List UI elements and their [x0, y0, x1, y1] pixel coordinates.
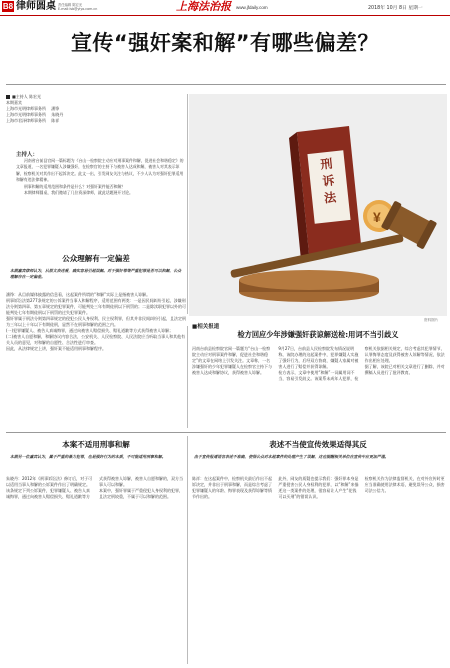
body-paragraph: 陈祥：在这起案件中，检察机关最后作出不起诉决定，并非出于刑事和解，而是综合考虑了犯罪嫌疑人的年龄、悔罪表现及获得谅解等情节作出的。	[192, 476, 272, 499]
related-report-body	[192, 346, 446, 430]
guest-row	[6, 118, 186, 124]
related-report-title: 检方回应少年涉嫌强奸获谅解送检:用词不当引歧义	[237, 330, 399, 339]
column-divider	[187, 436, 188, 664]
section-name: 律师圆桌	[16, 1, 56, 12]
body-paragraph: 检方表示，文章中使用“和解”一词属用词不当，容易引发歧义。该案系未成年人犯罪，检察机关依据相关规定，综合考虑其犯罪情节、认罪悔罪态度及获得被害人谅解等情况，依法作出相应处理。	[278, 346, 445, 381]
host-paragraph: 刑事和解的适用范围和条件是什么？对强奸案件能否和解？	[24, 183, 126, 189]
section-intro: 本期另一位嘉宾认为，属于严重的暴力犯罪，也是强奸行为的本质，不可能适用刑事和解。	[10, 454, 166, 459]
paper-logo: 上海法治报	[176, 0, 231, 13]
host-paragraph: 本期律师圆桌，我们邀请了几位资深律师，就此话题展开讨论。	[24, 190, 133, 196]
guest-org: 上海市光明律师事务所	[6, 106, 46, 111]
gavel-base-icon	[239, 270, 379, 302]
body-paragraph: 刑事诉讼法第277条规定的公诉案件当事人和解程序，适用范围有两类：一是因民间纠纷引起，涉嫌刑法分则第四章、第五章规定的犯罪案件，可能判处三年有期徒刑以下刑罚的；二是除渎职犯罪以外的可能判处七年有期徒刑以下刑罚的过失犯罪案件。	[6, 298, 186, 315]
guest-name: 潘铮	[51, 106, 60, 111]
headline: 宣传“强奸案和解”有哪些偏差？	[70, 31, 380, 55]
section-intro: 由于宣传报道语言表述不准确，使得公众对本起案件的处理产生了误解，这也提醒相关单位在宣传中应更加严谨。	[194, 454, 389, 459]
editor-line: E-mail:lsb@yiyo.com.cn	[58, 7, 98, 12]
body-paragraph: 强奸罪属于刑法分则第四章规定的侵犯公民人身权利、民主权利罪，但其并非民间纠纷引起，且法定刑为三年以上十年以下有期徒刑，显然不在刑事和解的范围之内。	[6, 316, 186, 327]
body-paragraph: 该条规定下列公诉案件，犯罪嫌疑人、被告人真诚悔罪，通过向被害人赔偿损失、赔礼道歉等方式获得被害人谅解，被害人自愿和解的，双方当事人可以和解。	[6, 476, 183, 499]
body-paragraph: 此外，网友的质疑也提示我们：强奸罪本身是严重侵害公民人身权利的犯罪，以“和解”来描述这一类案件的处理，很容易让人产生“花钱可以买刑”的错误认识。	[278, 476, 359, 499]
host-label: 主持人：	[16, 152, 39, 158]
editor-info	[58, 3, 148, 11]
section-title: 本案不适用刑事和解	[62, 440, 130, 449]
book-title-char-3: 法	[323, 190, 337, 206]
host-intro	[16, 158, 186, 196]
page-number: B8	[2, 2, 14, 11]
body-paragraph: 潘铮：从目前媒体披露的信息看，这起案件所谓的“和解”实际上是指被害人谅解。	[6, 292, 151, 297]
section-title: 表述不当使宣传效果适得其反	[269, 440, 367, 449]
body-paragraph: (一)犯罪嫌疑人、被告人真诚悔罪，通过向被害人赔偿损失、赔礼道歉等方式获得被害人谅解；	[6, 328, 174, 333]
section-title: 公众理解有一定偏差	[62, 254, 130, 263]
gavel-illustration	[189, 94, 447, 316]
guest-org: 上海市光明律师事务所	[6, 112, 46, 117]
book-title-char-1: 刑	[319, 156, 334, 172]
section-rule	[6, 432, 446, 433]
body-paragraph: (二)被害人自愿和解，和解协议内容合法，公安机关、人民检察院、人民法院应当听取当事人和其他有关人员的意见，对和解的自愿性、合法性进行审查。	[6, 334, 186, 345]
body-paragraph: 朱晓丹：2012年《刑事诉讼法》修订后，对于可以适用当事人和解的公诉案件作出了明确规定。	[6, 476, 93, 487]
section-intro: 本期嘉宾律师认为，从原文表述看，确实容易引起误解。对于强奸罪等严重犯罪是否可以和解，公众理解存在一定偏差。	[10, 268, 182, 279]
gavel-book-money-illustration	[189, 94, 447, 316]
photo-credit: 资料图片	[424, 318, 439, 322]
body-paragraph: 9月27日，台前县人民检察院发布情况说明称，该院办理的这起案件中，犯罪嫌疑人实施了强奸行为，后经双方协商，嫌疑人家属对被害人进行了赔偿并获得谅解。	[278, 346, 359, 369]
guest-title: 本期嘉宾	[6, 100, 22, 105]
host-paragraph: 河南省台前县官网一篇标题为《台山一检察院主动应对刑事案件和解，促进社会和谐稳定》的文章报道，一名犯罪嫌疑人涉嫌强奸，在检察官的主持下与被害人达成和解，被害人对其表示谅解，检察机关对其作出不起诉决定。此文一出，引发网友关注与热议，不少人认为对强奸犯罪适用和解有违法律精神。	[16, 158, 184, 183]
left-bottom-body	[6, 476, 186, 664]
column-divider	[187, 94, 188, 314]
bottom-right-body	[192, 476, 446, 664]
body-paragraph: 河南台前县检察院官网一篇题为“台山一检察院主动应对刑事案件和解，促进社会和谐稳定”的文章在网络上引发关注。文章称，一名涉嫌强奸的少年犯罪嫌疑人在检察官主持下与被害人达成和解协议，获得被害人谅解。	[192, 346, 272, 375]
headline-rule	[6, 84, 446, 85]
credits-box	[6, 94, 186, 124]
host-credit-text: ■主持人 陈宏光	[12, 94, 42, 99]
body-paragraph: 本案中，强奸罪属于严重侵犯人身权利的犯罪，且法定刑较重，不属于可以和解的范围。	[99, 488, 183, 499]
related-report-label: ■相关报道	[192, 324, 220, 330]
guest-name: 陈祥	[51, 118, 60, 123]
body-paragraph: 检察机关作为法律监督机关，在对外宣传时更应当准确使用法律术语，避免误导公众，损害司法公信力。	[364, 476, 445, 493]
guest-name: 朱晓丹	[51, 112, 64, 117]
bullet-square	[6, 95, 10, 99]
issue-date: 2018年 10月 8日 星期一	[368, 6, 423, 11]
book-title-char-2: 诉	[321, 173, 336, 189]
paper-url: www.jfdaily.com	[236, 5, 268, 10]
guest-org: 上海市君泽律师事务所	[6, 118, 46, 123]
editor-line: 责任编辑 陈宏光	[58, 3, 83, 7]
left-top-body	[6, 292, 186, 426]
body-paragraph: 据了解，该院已对相关文章进行了删除，并对撰稿人员进行了批评教育。	[364, 364, 445, 375]
yen-symbol: ¥	[373, 209, 381, 225]
column-divider	[187, 326, 188, 428]
body-paragraph: 因此，从法律规定上讲，强奸案不能适用刑事和解程序。	[6, 346, 106, 351]
